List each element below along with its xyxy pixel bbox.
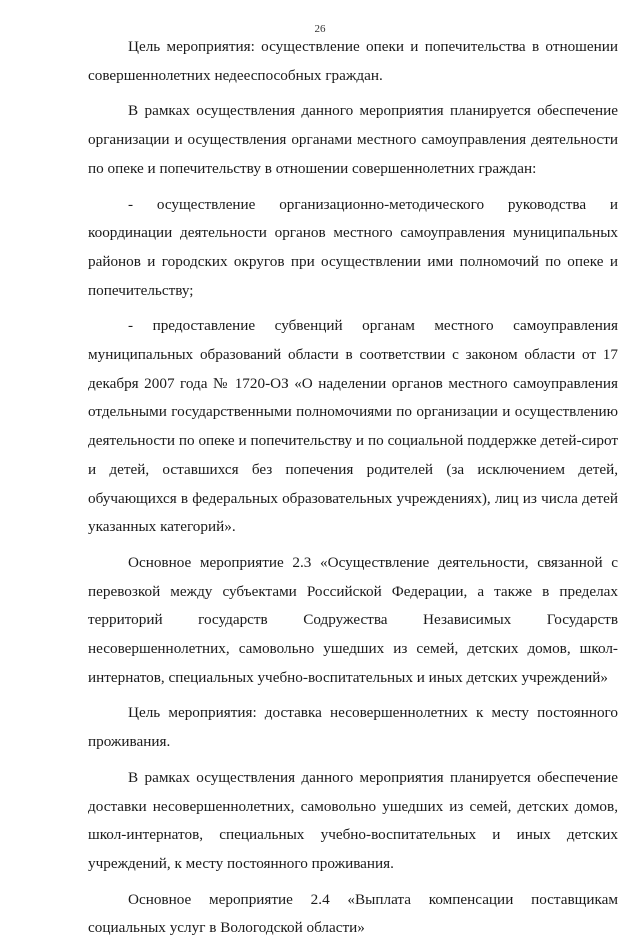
page-number: 26	[314, 23, 326, 35]
goal-paragraph-guardianship: Цель мероприятия: осуществление опеки и попечительства в отношении совершеннолетних недееспособных граждан.	[88, 38, 618, 84]
list-item-subventions: - предоставление субвенций органам местного самоуправления муниципальных образований области в соответствии с законом области от 17 декабря 2007 года № 1720-ОЗ «О наделении органов местного самоуправления отдельными государственными полномочиями по организации и осуществлению деятельности по опеке и попечительству и по социальной поддержке детей-сирот и детей, оставшихся без попечения родителей (за исключением детей, обучающихся в федеральных образовательных учреждениях), лиц из числа детей указанных категорий».	[88, 317, 618, 536]
measure-delivery-paragraph: В рамках осуществления данного мероприятия планируется обеспечение доставки несовершеннолетних, самовольно ушедших из семей, детских домов, школ-интернатов, специальных учебно-воспитательных и иных детских учреждений, к месту постоянного проживания.	[88, 768, 618, 872]
main-measure-2-3-heading: Основное мероприятие 2.3 «Осуществление деятельности, связанной с перевозкой между субъектами Российской Федерации, а также в пределах территорий государств Содружества Независимых Государств несовершеннолетних, самовольно ушедших из семей, детских домов, школ-интернатов, специальных учебно-воспитательных и иных детских учреждений»	[88, 553, 618, 686]
document-body	[88, 33, 618, 943]
measure-scope-paragraph: В рамках осуществления данного мероприятия планируется обеспечение организации и осуществления органами местного самоуправления деятельности по опеке и попечительству в отношении совершеннолетних граждан:	[88, 102, 618, 177]
list-item-coordination: - осуществление организационно-методического руководства и координации деятельности органов местного самоуправления муниципальных районов и городских округов при осуществлении ими полномочий по опеке и попечительству;	[88, 195, 618, 299]
goal-paragraph-delivery: Цель мероприятия: доставка несовершеннолетних к месту постоянного проживания.	[88, 704, 618, 751]
main-measure-2-4-heading: Основное мероприятие 2.4 «Выплата компенсации поставщикам социальных услуг в Вологодской области»	[88, 890, 618, 937]
